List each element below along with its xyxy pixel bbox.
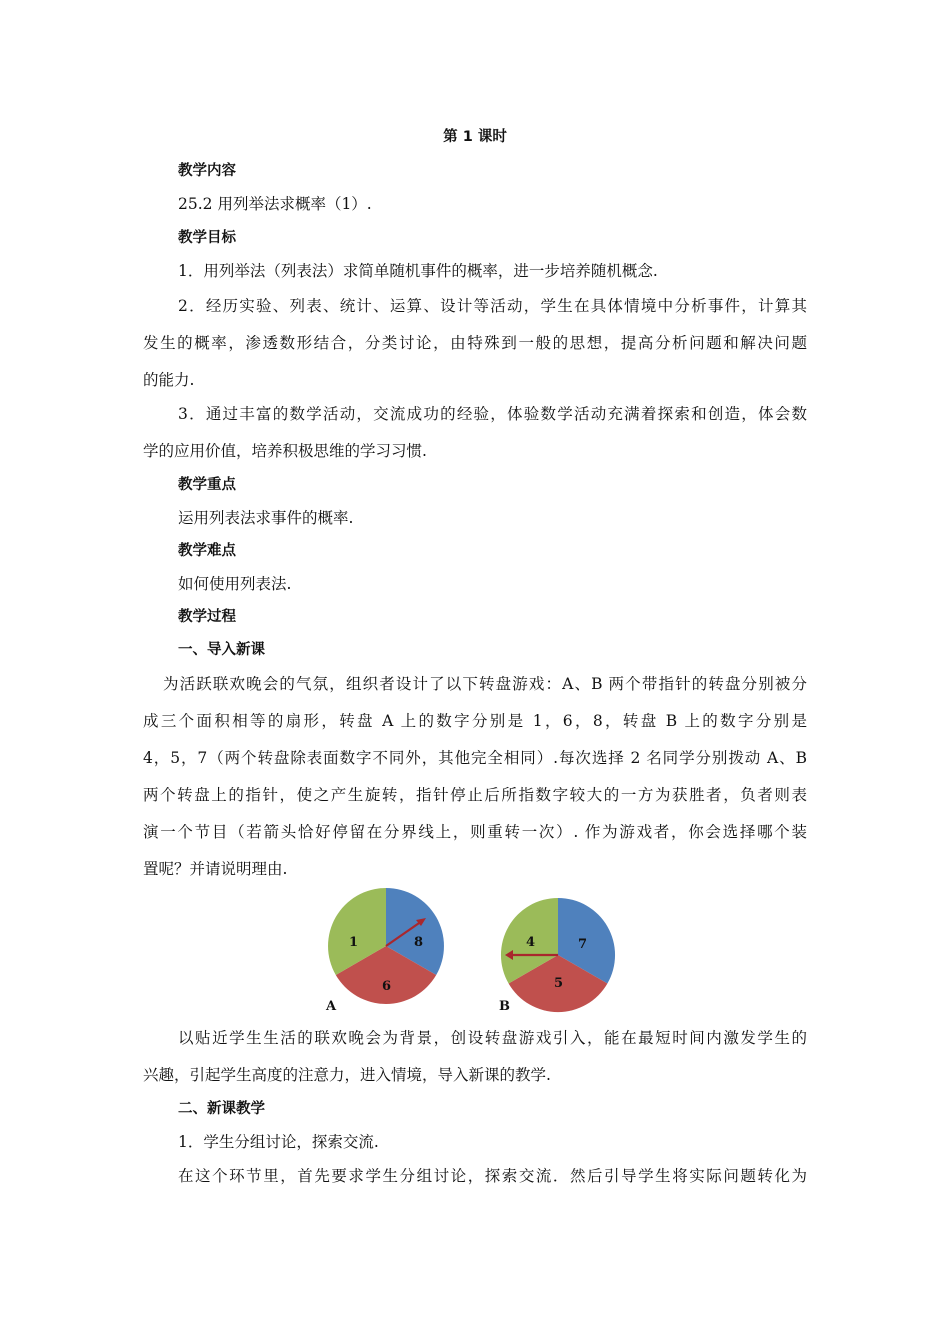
- lesson-title: 第 1 课时: [443, 129, 507, 145]
- difficulty-text: 如何使用列表法.: [178, 575, 292, 593]
- spinner-b-label: B: [499, 999, 510, 1014]
- heading-difficulty: 教学难点: [178, 543, 236, 559]
- heading-teaching-goals: 教学目标: [178, 230, 236, 246]
- intro-paragraph-line-5: 演一个节目（若箭头恰好停留在分界线上，则重转一次）. 作为游戏者，你会选择哪个装: [143, 823, 807, 841]
- intro-paragraph-line-3: 4，5，7（两个转盘除表面数字不同外，其他完全相同）.每次选择 2 名同学分别拨动 A、B: [143, 749, 807, 767]
- design-note-line-2: 兴趣，引起学生高度的注意力，进入情境，导入新课的教学.: [143, 1066, 551, 1084]
- spinner-b-number-4: 4: [526, 935, 536, 950]
- section-2-paragraph-line-1: 在这个环节里，首先要求学生分组讨论，探索交流．然后引导学生将实际问题转化为: [178, 1167, 807, 1185]
- section-1-heading: 一、导入新课: [178, 642, 265, 658]
- goal-3-line-2: 学的应用价值，培养积极思维的学习习惯.: [143, 442, 427, 460]
- spinners-figure: [318, 888, 628, 1018]
- spinner-a-label: A: [326, 999, 337, 1014]
- spinner-b-number-7: 7: [578, 937, 588, 952]
- heading-teaching-content: 教学内容: [178, 163, 236, 179]
- section-2-heading: 二、新课教学: [178, 1101, 265, 1117]
- intro-paragraph-line-4: 两个转盘上的指针，使之产生旋转，指针停止后所指数字较大的一方为获胜者，负者则表: [143, 786, 807, 804]
- heading-teaching-process: 教学过程: [178, 609, 236, 625]
- spinner-a-number-1: 1: [349, 935, 359, 950]
- intro-paragraph-line-1: 为活跃联欢晚会的气氛，组织者设计了以下转盘游戏：A、B 两个带指针的转盘分别被分: [163, 675, 807, 693]
- content-text: 25.2 用列举法求概率（1）.: [178, 195, 372, 213]
- goal-2-line-3: 的能力.: [143, 371, 195, 389]
- spinner-b: [499, 898, 615, 1014]
- goal-1: 1．用列举法（列表法）求简单随机事件的概率，进一步培养随机概念.: [178, 262, 658, 280]
- section-2-item-1: 1．学生分组讨论，探索交流.: [178, 1133, 379, 1151]
- goal-2-line-1: 2．经历实验、列表、统计、运算、设计等活动，学生在具体情境中分析事件，计算其: [178, 297, 807, 315]
- intro-paragraph-line-2: 成三个面积相等的扇形，转盘 A 上的数字分别是 1，6，8，转盘 B 上的数字分别是: [143, 712, 807, 730]
- spinner-a-number-6: 6: [382, 979, 392, 994]
- spinner-a-number-8: 8: [414, 935, 424, 950]
- key-point-text: 运用列表法求事件的概率.: [178, 509, 354, 527]
- goal-2-line-2: 发生的概率，渗透数形结合，分类讨论，由特殊到一般的思想，提高分析问题和解决问题: [143, 334, 807, 352]
- goal-3-line-1: 3．通过丰富的数学活动，交流成功的经验，体验数学活动充满着探索和创造，体会数: [178, 405, 807, 423]
- intro-paragraph-line-6: 置呢？并请说明理由.: [143, 860, 288, 878]
- spinner-a: [325, 888, 444, 1014]
- spinner-b-number-5: 5: [554, 976, 564, 991]
- heading-key-point: 教学重点: [178, 477, 236, 493]
- design-note-line-1: 以贴近学生生活的联欢晚会为背景，创设转盘游戏引入，能在最短时间内激发学生的: [178, 1029, 807, 1047]
